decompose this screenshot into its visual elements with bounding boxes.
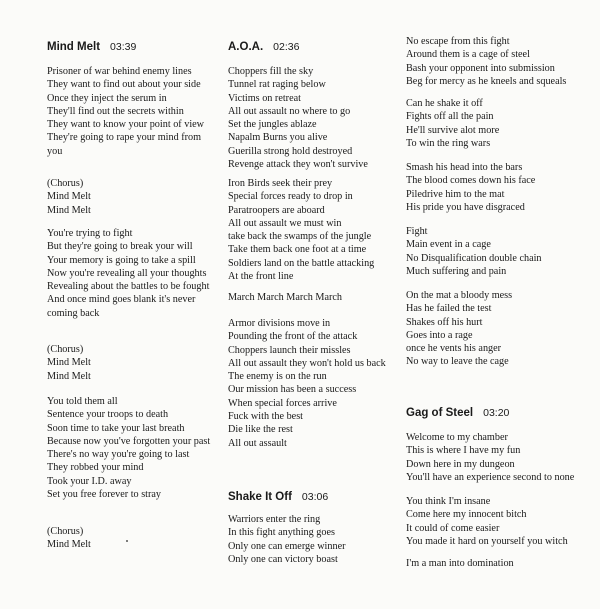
lyric-line: Mind Melt [47, 191, 91, 203]
lyric-line: To win the ring wars [406, 137, 491, 149]
lyric-line: Now you're revealing all your thoughts [47, 267, 207, 279]
lyric-line: No escape from this fight [406, 36, 510, 47]
lyric-line: (Chorus) [47, 344, 84, 355]
lyric-line: The blood comes down his face [406, 175, 536, 187]
lyric-line: Down here in my dungeon [406, 458, 515, 470]
lyric-line: All out assault they won't hold us back [228, 357, 386, 369]
lyric-line: I'm a man into domination [406, 558, 514, 569]
lyric-line: coming back [47, 307, 100, 319]
lyric-line: Goes into a rage [406, 329, 473, 341]
song-title: A.O.A. [228, 41, 264, 53]
lyric-line: Mind Melt [47, 370, 91, 382]
stanza [406, 495, 568, 548]
stanza [406, 431, 574, 484]
song-title: Mind Melt [47, 41, 101, 53]
lyric-line: Much suffering and pain [406, 265, 507, 277]
song-heading-mind-melt [47, 37, 136, 55]
stanza [406, 289, 512, 369]
stanza [228, 317, 386, 450]
lyric-line: And once mind goes blank it's never [47, 294, 196, 306]
stanza [47, 395, 210, 501]
lyric-line: No way to leave the cage [406, 356, 509, 368]
lyric-line: March March March March [228, 292, 342, 303]
lyric-line: Special forces ready to drop in [228, 191, 353, 203]
lyric-line: Piledrive him to the mat [406, 188, 505, 200]
lyric-line: Sentence your troops to death [47, 409, 169, 421]
lyric-line: Has he failed the test [406, 303, 492, 315]
lyric-line: There's no way you're going to last [47, 449, 190, 461]
song-title: Shake It Off [228, 491, 292, 503]
lyric-line: Guerilla strong hold destroyed [228, 145, 353, 157]
lyric-line: Around them is a cage of steel [406, 49, 530, 61]
stanza [406, 557, 514, 570]
stanza [47, 525, 91, 552]
lyric-line: Fight [406, 226, 428, 237]
lyric-line: They robbed your mind [47, 462, 144, 474]
lyric-line: Iron Birds seek their prey [228, 178, 333, 189]
lyric-line: Fuck with the best [228, 411, 303, 423]
lyric-line: Fights off all the pain [406, 111, 494, 123]
stanza [47, 343, 91, 383]
lyric-line: Took your I.D. away [47, 475, 132, 487]
lyric-line: You think I'm insane [406, 496, 491, 507]
lyric-line: At the front line [228, 271, 294, 283]
stanza [228, 513, 346, 566]
lyric-line: Shakes off his hurt [406, 316, 483, 328]
lyric-line: You're trying to fight [47, 228, 133, 239]
lyric-line: Mind Melt [47, 539, 91, 551]
song-duration: 02:36 [273, 41, 300, 53]
lyric-line: Welcome to my chamber [406, 432, 508, 443]
lyric-line: Victims on retreat [228, 92, 301, 104]
lyric-line: When special forces arrive [228, 397, 337, 409]
lyric-line: Tunnel rat raging below [228, 79, 326, 91]
lyric-line: All out assault no where to go [228, 105, 351, 117]
lyric-line: Can he shake it off [406, 98, 483, 109]
lyric-line: Prisoner of war behind enemy lines [47, 66, 192, 77]
lyric-line: Revealing about the battles to be fought [47, 281, 210, 293]
lyric-line: All out assault [228, 437, 287, 449]
song-heading-gag-of-steel [406, 403, 509, 421]
lyric-line: Because now you've forgotten your past [47, 435, 211, 447]
stanza [47, 65, 204, 158]
lyric-line: take back the swamps of the jungle [228, 231, 372, 243]
stanza [47, 177, 91, 217]
lyric-line: You made it hard on yourself you witch [406, 535, 568, 547]
lyric-line: Soldiers land on the battle attacking [228, 257, 375, 269]
lyric-line: You'll have an experience second to none [406, 471, 575, 483]
stanza [228, 177, 374, 283]
stanza [228, 65, 368, 171]
lyric-line: In this fight anything goes [228, 527, 335, 539]
lyric-line: This is where I have my fun [406, 445, 521, 457]
lyric-line: Mind Melt [47, 204, 91, 216]
lyric-line: Set the jungles ablaze [228, 119, 317, 131]
lyric-line: They're going to rape your mind from [47, 132, 202, 144]
lyric-line: Your memory is going to take a spill [47, 254, 196, 266]
stanza [406, 161, 535, 214]
lyric-line: Take them back one foot at a time [228, 244, 367, 256]
song-heading-shake-it-off [228, 487, 328, 505]
song-duration: 03:20 [483, 407, 510, 419]
stanza [406, 97, 499, 150]
stanza [406, 225, 542, 278]
stanza [406, 35, 566, 88]
lyric-line: Come here my innocent bitch [406, 509, 527, 521]
lyric-line: (Chorus) [47, 178, 84, 189]
lyric-line: Only one can victory boast [228, 553, 338, 565]
lyric-line: Choppers fill the sky [228, 66, 314, 77]
lyric-line: They want to know your point of view [47, 119, 205, 131]
lyric-line: It could of come easier [406, 522, 500, 534]
lyric-line: Once they inject the serum in [47, 92, 167, 104]
lyric-line: Only one can emerge winner [228, 540, 346, 552]
lyric-line: Paratroopers are aboard [228, 204, 325, 216]
lyric-line: But they're going to break your will [47, 241, 193, 253]
lyric-line: The enemy is on the run [228, 371, 327, 383]
stanza [228, 291, 342, 304]
lyric-line: once he vents his anger [406, 343, 502, 355]
lyric-line: you [47, 145, 63, 157]
song-duration: 03:39 [110, 41, 137, 53]
lyric-line: No Disqualification double chain [406, 252, 542, 264]
lyric-line: Choppers launch their missles [228, 344, 351, 356]
lyric-line: Our mission has been a success [228, 384, 357, 396]
lyric-line: Set you free forever to stray [47, 489, 161, 501]
song-title: Gag of Steel [406, 407, 474, 419]
lyric-line: On the mat a bloody mess [406, 290, 513, 301]
lyric-line: Napalm Burns you alive [228, 132, 328, 144]
lyric-line: Armor divisions move in [228, 318, 331, 329]
lyric-line: Warriors enter the ring [228, 514, 321, 525]
lyric-line: Revenge attack they won't survive [228, 159, 368, 171]
lyric-line: Soon time to take your last breath [47, 422, 185, 434]
lyric-line: All out assault we must win [228, 217, 342, 229]
lyric-line: Die like the rest [228, 424, 293, 436]
lyric-line: They'll find out the secrets within [47, 105, 184, 117]
lyric-line: His pride you have disgraced [406, 201, 525, 213]
lyric-line: Bash your opponent into submission [406, 62, 555, 74]
speck [126, 540, 128, 542]
lyric-line: You told them all [47, 396, 118, 407]
lyric-line: They want to find out about your side [47, 79, 201, 91]
lyric-line: Main event in a cage [406, 239, 491, 251]
lyric-line: He'll survive alot more [406, 124, 500, 136]
lyric-line: (Chorus) [47, 526, 84, 537]
lyric-line: Pounding the front of the attack [228, 331, 358, 343]
lyric-line: Smash his head into the bars [406, 162, 523, 173]
stanza [47, 227, 209, 320]
lyric-line: Mind Melt [47, 357, 91, 369]
lyric-line: Beg for mercy as he kneels and squeals [406, 75, 567, 87]
song-heading-aoa [228, 37, 299, 55]
song-duration: 03:06 [301, 491, 329, 503]
